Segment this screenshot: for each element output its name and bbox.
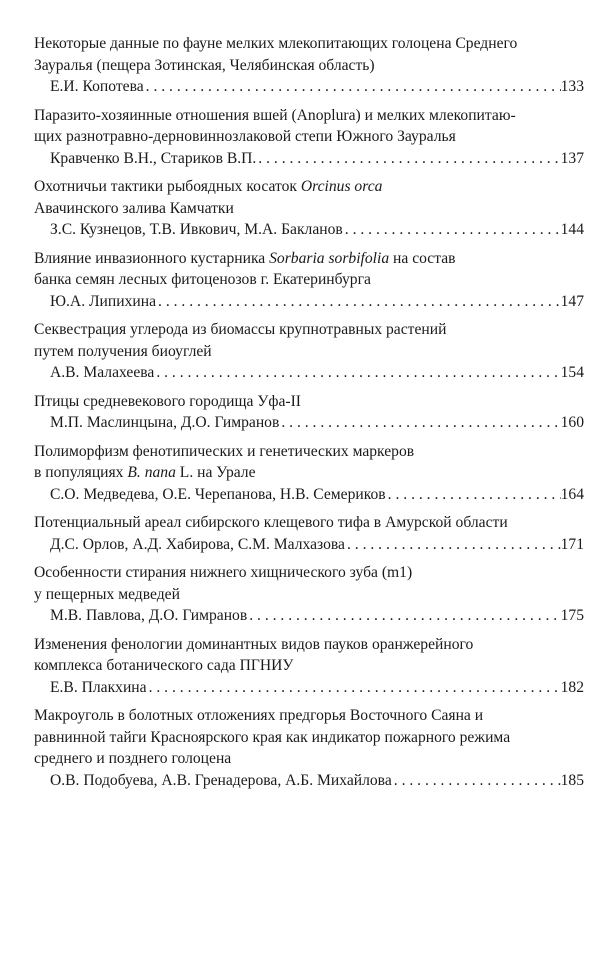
title-text: у пещерных медведей (34, 585, 180, 603)
title-text: Особенности стирания нижнего хищнического зуба (m1) (34, 564, 413, 581)
entry-authors: Ю.А. Липихина (50, 292, 157, 310)
entry-authors: О.В. Подобуева, А.В. Гренадерова, А.Б. Михайлова (50, 771, 392, 789)
title-text: среднего и позднего голоцена (34, 750, 232, 767)
entry-page-number[interactable]: 171 (560, 535, 584, 553)
title-text: Паразито-хозяинные отношения вшей (Anoplura) и мелких млекопитаю- (34, 106, 516, 124)
entry-page-number[interactable]: 185 (560, 771, 584, 789)
entry-title-line (34, 319, 584, 341)
entry-authors: А.В. Малахеева (50, 364, 155, 381)
title-text: Полиморфизм фенотипических и генетических маркеров (34, 442, 415, 460)
dot-leader (154, 362, 560, 384)
entry-title-line (34, 105, 584, 127)
title-text: Охотничьи тактики рыбоядных косаток (34, 178, 301, 195)
title-text: щих разнотравно-дерновиннозлаковой степи Южного Зауралья (34, 128, 456, 145)
dot-leader (247, 605, 560, 627)
dot-leader (156, 291, 561, 313)
title-text: Секвестрация углерода из биомассы крупнотравных растений (34, 321, 447, 338)
dot-leader (392, 770, 561, 792)
entry-title-line (34, 198, 584, 220)
entry-title-line (34, 655, 584, 677)
dot-leader (147, 677, 561, 699)
title-text: Влияние инвазионного кустарника (34, 249, 270, 267)
title-text: Потенциальный ареал сибирского клещевого тифа в Амурской области (34, 514, 508, 531)
toc-entry[interactable] (34, 562, 584, 627)
entry-title-line (34, 126, 584, 148)
entry-authors-row (34, 534, 584, 556)
entry-title-line (34, 705, 584, 727)
entry-title-line (34, 55, 584, 77)
entry-title-line (34, 727, 584, 749)
entry-page-number[interactable]: 144 (560, 221, 584, 238)
italic-species-name: Orcinus orca (300, 178, 383, 195)
entry-authors-row (34, 148, 584, 170)
entry-page-number[interactable]: 175 (560, 607, 584, 624)
toc-entry[interactable] (34, 512, 584, 555)
entry-page-number[interactable]: 133 (560, 78, 584, 95)
entry-page-number[interactable]: 160 (560, 414, 584, 431)
entry-authors: Д.С. Орлов, А.Д. Хабирова, С.М. Малхазова (50, 535, 345, 553)
entry-authors-row (34, 291, 584, 313)
entry-page-number[interactable]: 154 (560, 364, 584, 381)
entry-title-line (34, 441, 584, 463)
entry-page-number[interactable]: 147 (560, 292, 584, 310)
entry-page-number[interactable]: 164 (560, 485, 584, 503)
title-text: Некоторые данные по фауне мелких млекопитающих голоцена Среднего (34, 35, 518, 52)
dot-leader (279, 412, 560, 434)
entry-title-line (34, 33, 584, 55)
entry-page-number[interactable]: 137 (560, 149, 584, 167)
toc-entry[interactable] (34, 248, 584, 313)
entry-title-line (34, 584, 584, 606)
title-text: Авачинского залива Камчатки (34, 199, 234, 217)
toc-entry[interactable] (34, 391, 584, 434)
toc-entry[interactable] (34, 33, 584, 98)
dot-leader (345, 534, 561, 556)
entry-title-line (34, 562, 584, 584)
toc-entry[interactable] (34, 319, 584, 384)
toc-entry[interactable] (34, 441, 584, 506)
entry-title-line (34, 269, 584, 291)
entry-title-line (34, 248, 584, 270)
entry-authors-row (34, 76, 584, 98)
italic-species-name: Sorbaria sorbifolia (269, 249, 390, 267)
entry-title-line (34, 634, 584, 656)
title-text: Макроуголь в болотных отложениях предгорья Восточного Саяна и (34, 707, 484, 724)
dot-leader (256, 148, 560, 170)
entry-authors: М.В. Павлова, Д.О. Гимранов (50, 607, 248, 624)
dot-leader (386, 484, 561, 506)
entry-title-line (34, 512, 584, 534)
italic-species-name: B. nana (127, 464, 176, 481)
title-text: Зауралья (пещера Зотинская, Челябинская область) (34, 56, 375, 74)
entry-page-number[interactable]: 182 (560, 678, 584, 696)
entry-authors-row (34, 770, 584, 792)
toc-entry[interactable] (34, 634, 584, 699)
entry-title-line (34, 462, 584, 484)
title-text: равнинной тайги Красноярского края как индикатор пожарного режима (34, 728, 511, 746)
entry-authors: Е.И. Копотева (50, 78, 144, 95)
entry-authors-row (34, 412, 584, 434)
table-of-contents (34, 33, 584, 798)
title-text: Изменения фенологии доминантных видов пауков оранжерейного (34, 635, 474, 653)
entry-authors: Кравченко В.Н., Стариков В.П. (50, 149, 257, 167)
entry-authors-row (34, 605, 584, 627)
title-text: путем получения биоуглей (34, 342, 212, 360)
toc-entry[interactable] (34, 105, 584, 170)
title-text: на состав (389, 249, 456, 267)
entry-authors-row (34, 362, 584, 384)
entry-title-line (34, 176, 584, 198)
entry-authors: Е.В. Плакхина (50, 678, 147, 696)
entry-authors: З.С. Кузнецов, Т.В. Ивкович, М.А. Бакланов (50, 221, 343, 238)
toc-entry[interactable] (34, 176, 584, 241)
entry-title-line (34, 341, 584, 363)
entry-title-line (34, 748, 584, 770)
entry-title-line (34, 391, 584, 413)
entry-authors: М.П. Маслинцына, Д.О. Гимранов (50, 414, 280, 431)
toc-entry[interactable] (34, 705, 584, 791)
title-text: Птицы средневекового городища Уфа-II (34, 392, 302, 410)
dot-leader (343, 219, 561, 241)
entry-authors-row (34, 484, 584, 506)
entry-authors: С.О. Медведева, О.Е. Черепанова, Н.В. Семериков (50, 485, 386, 503)
dot-leader (144, 76, 561, 98)
title-text: L. на Урале (175, 464, 256, 481)
entry-authors-row (34, 219, 584, 241)
title-text: комплекса ботанического сада ПГНИУ (34, 657, 294, 674)
title-text: банка семян лесных фитоценозов г. Екатеринбурга (34, 271, 371, 288)
title-text: в популяциях (34, 464, 128, 481)
entry-authors-row (34, 677, 584, 699)
